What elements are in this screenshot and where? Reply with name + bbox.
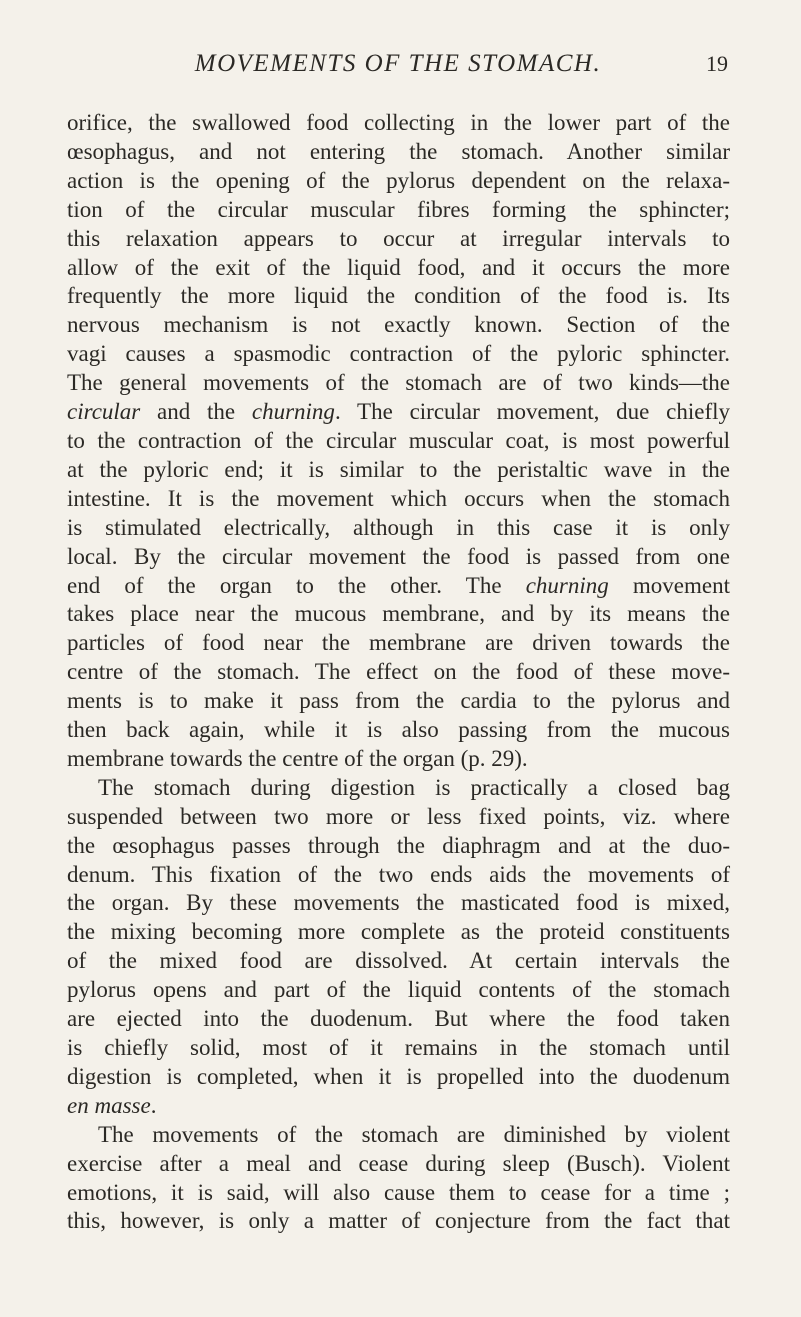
text-line: takes place near the mucous membrane, and by its means the (67, 601, 730, 627)
emphasis-term: circular (67, 399, 141, 425)
text-line: pylorus opens and part of the liquid contents of the stomach (67, 977, 730, 1003)
text-line: denum. This fixation of the two ends aids the movements of (67, 861, 730, 887)
text-line: allow of the exit of the liquid food, and it occurs the more (67, 254, 730, 280)
running-title: MOVEMENTS OF THE STOMACH. (194, 50, 602, 77)
emphasis-term: churning (251, 399, 335, 425)
text-line: the œsophagus passes through the diaphragm and at the duo- (67, 832, 730, 858)
text-line: the mixing becoming more complete as the proteid constituents (67, 919, 730, 945)
text-line: The stomach during digestion is practically a closed bag (98, 774, 730, 800)
text-line: at the pyloric end; it is similar to the peristaltic wave in the (67, 456, 730, 482)
text-line: œsophagus, and not entering the stomach. Another similar (67, 138, 730, 164)
text-line: emotions, it is said, will also cause them to cease for a time ; (67, 1179, 730, 1205)
text-line: tion of the circular muscular fibres forming the sphincter; (67, 196, 730, 222)
text-line: nervous mechanism is not exactly known. Section of the (67, 312, 730, 338)
text-line: ments is to make it pass from the cardia to the pylorus and (67, 688, 730, 714)
text-line: frequently the more liquid the condition of the food is. Its (67, 283, 730, 309)
text-line: intestine. It is the movement which occurs when the stomach (67, 485, 730, 511)
page-number: 19 (706, 51, 728, 76)
text-line: end of the organ to the other. The churning movement (67, 572, 730, 598)
text-line: of the mixed food are dissolved. At certain intervals the (67, 948, 730, 974)
text-line: is chiefly solid, most of it remains in the stomach until (67, 1035, 730, 1060)
emphasis-term: churning (525, 572, 609, 598)
text-line: suspended between two more or less fixed points, viz. where (67, 803, 730, 829)
text-line: are ejected into the duodenum. But where the food taken (67, 1006, 730, 1032)
text-line: centre of the stomach. The effect on the food of these move- (67, 659, 730, 685)
text-line: exercise after a meal and cease during sleep (Busch). Violent (67, 1150, 730, 1176)
emphasis-term: en masse (67, 1092, 151, 1118)
text-line: The general movements of the stomach are of two kinds—the (67, 370, 730, 396)
text-line: digestion is completed, when it is propelled into the duodenum (67, 1063, 730, 1089)
text-line: circular and the churning. The circular movement, due chiefly (67, 399, 731, 425)
paragraph-3 (67, 1121, 730, 1237)
text-line: this relaxation appears to occur at irregular intervals to (67, 225, 730, 251)
text-line: particles of food near the membrane are driven towards the (67, 630, 730, 656)
text-line: this, however, is only a matter of conjecture from the fact that (67, 1208, 730, 1234)
paragraph-2 (67, 774, 730, 1121)
text-line: local. By the circular movement the food is passed from one (67, 543, 730, 569)
text-line: en masse. (67, 1092, 157, 1118)
text-line: to the contraction of the circular muscular coat, is most powerful (67, 427, 730, 453)
body-text (67, 109, 730, 1236)
text-line: the organ. By these movements the masticated food is mixed, (67, 890, 730, 916)
text-line: is stimulated electrically, although in this case it is only (67, 514, 730, 540)
text-line: orifice, the swallowed food collecting in the lower part of the (67, 110, 730, 135)
text-line: vagi causes a spasmodic contraction of the pyloric sphincter. (67, 341, 730, 367)
paragraph-1 (67, 109, 730, 774)
text-line: membrane towards the centre of the organ (p. 29). (67, 745, 528, 771)
text-line: action is the opening of the pylorus dependent on the relaxa- (67, 167, 730, 193)
text-line: then back again, while it is also passing from the mucous (67, 717, 730, 743)
text-line: The movements of the stomach are diminished by violent (98, 1121, 730, 1147)
running-head (68, 44, 728, 84)
